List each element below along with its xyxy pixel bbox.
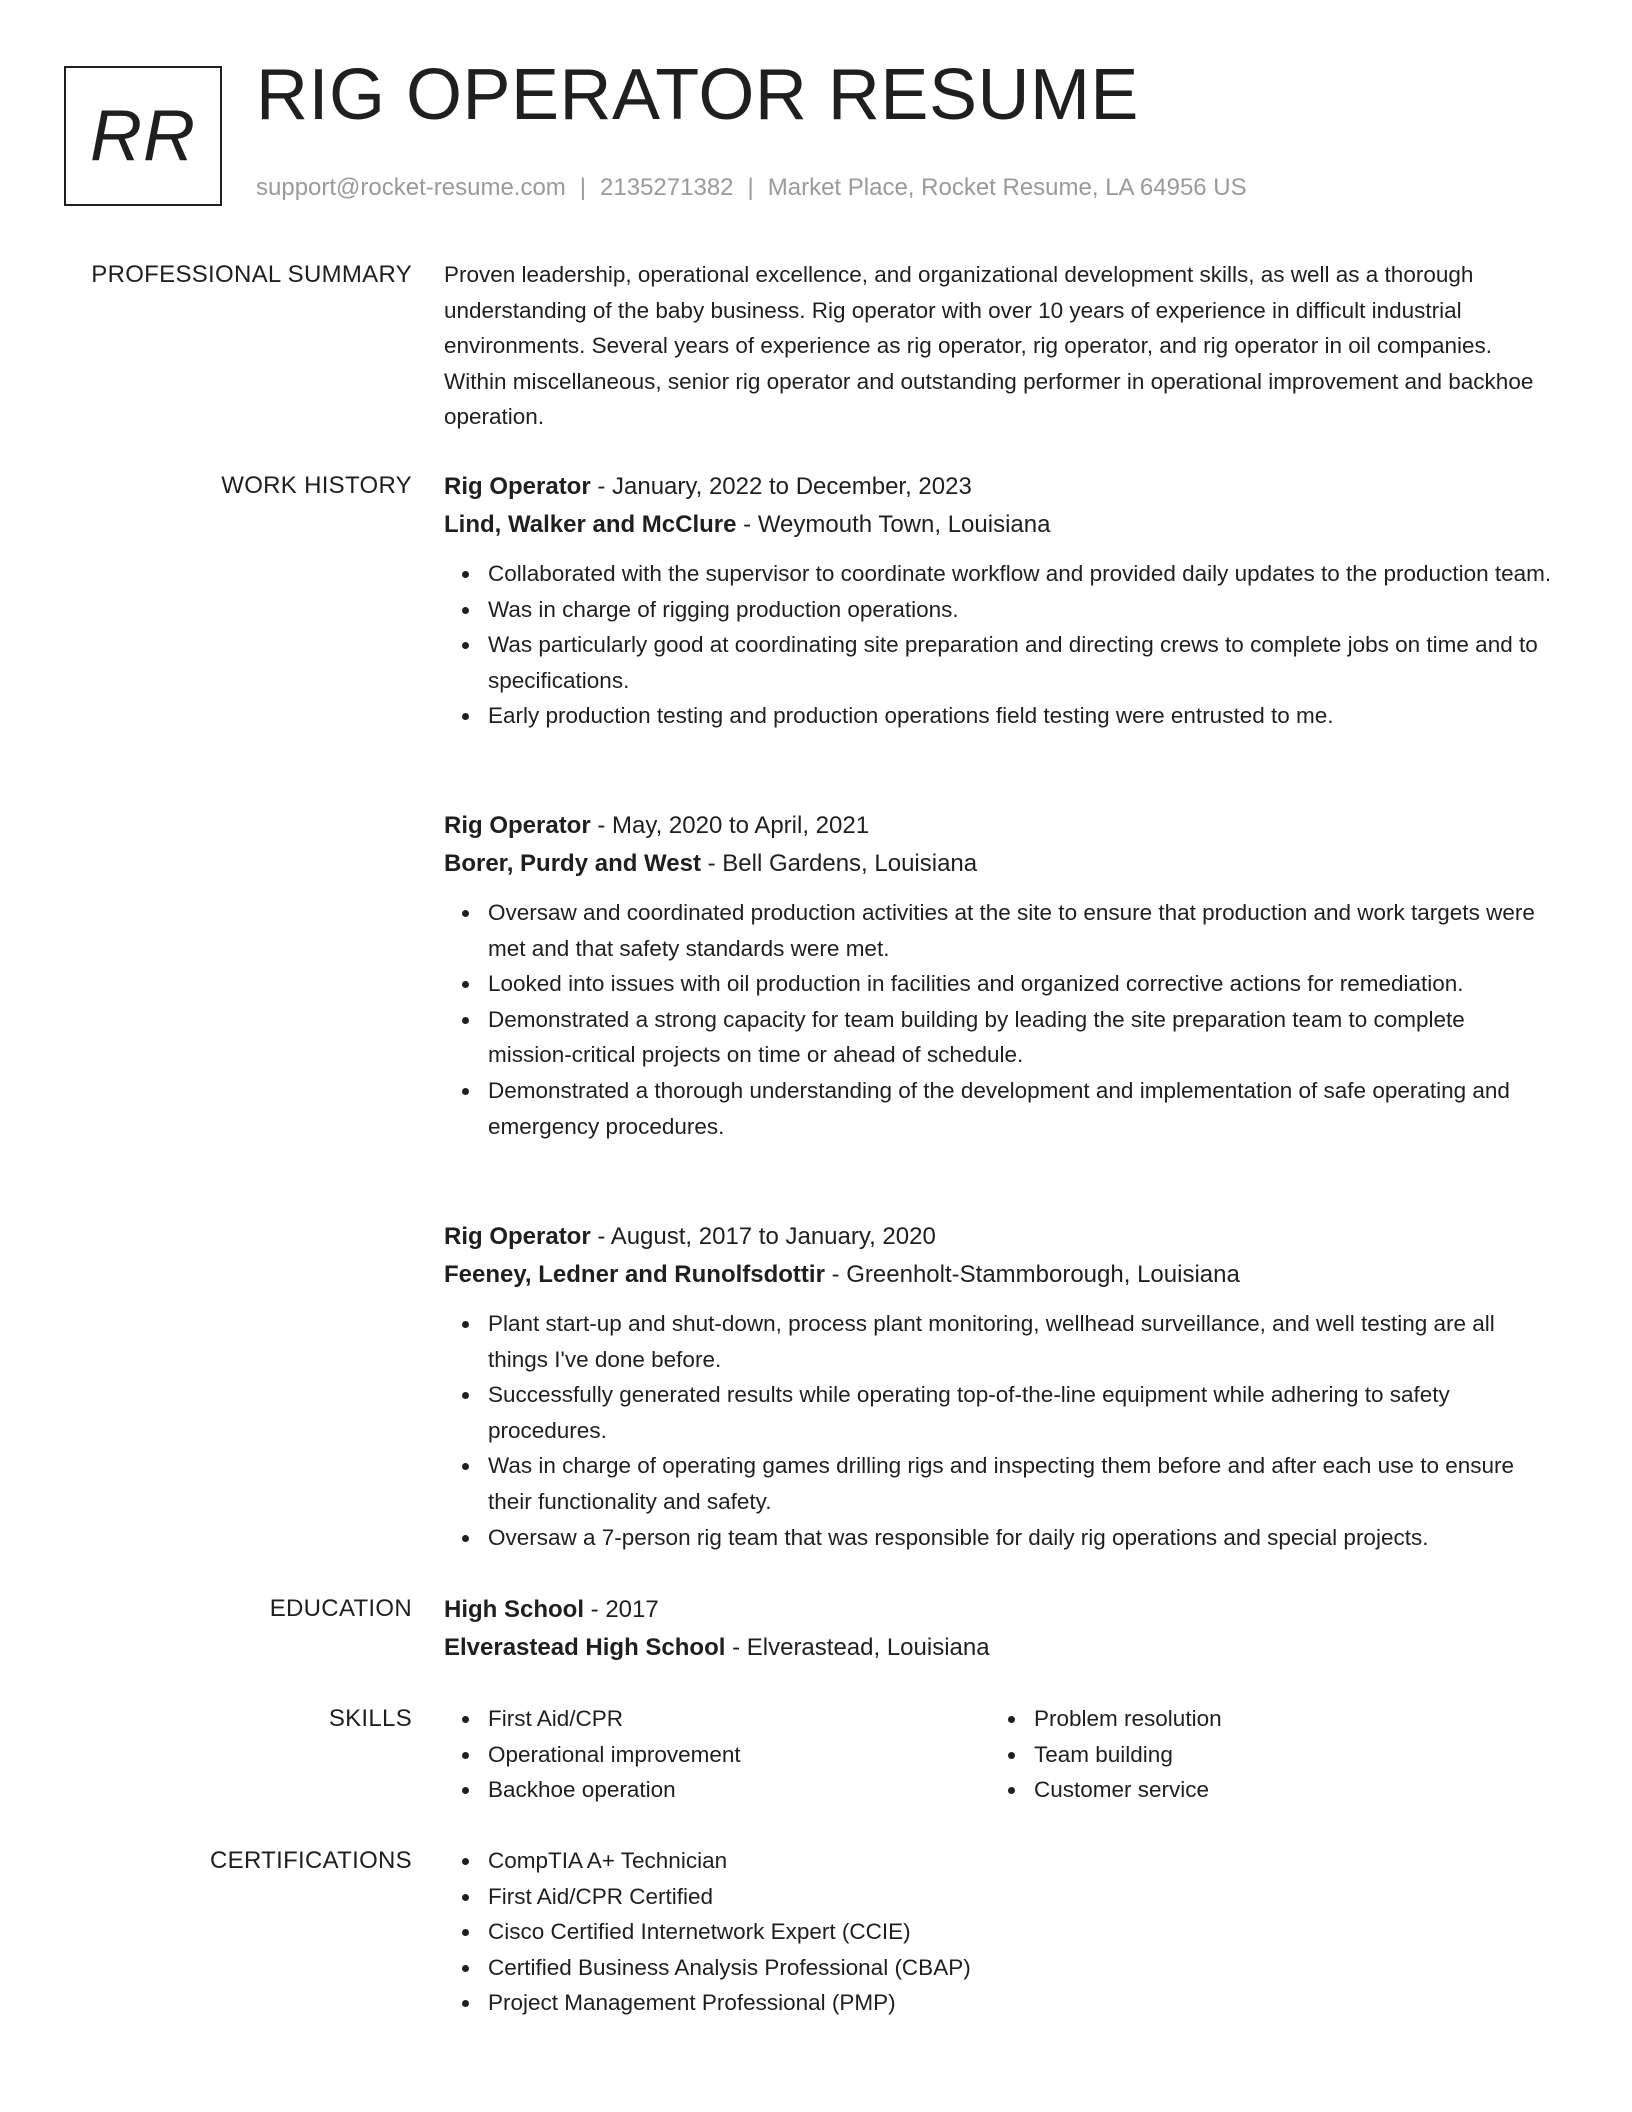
job-company: Borer, Purdy and West [444,850,701,877]
skills-grid [444,1701,1554,1808]
list-item: First Aid/CPR Certified [488,1879,1554,1915]
list-item: Collaborated with the supervisor to coordinate workflow and provided daily updates to the production team. [488,556,1554,592]
job-title: Rig Operator [444,812,591,839]
list-item: Was particularly good at coordinating site preparation and directing crews to complete jobs on time and to specifications. [488,627,1554,698]
certifications-list [444,1843,1554,2021]
skills-column-left [444,1701,990,1808]
monogram-logo [64,66,222,206]
contact-line [256,174,1247,202]
section-label: WORK HISTORY [221,472,412,499]
job-bullets [444,895,1554,1144]
job-title-line [444,468,1554,506]
job-entry [444,807,1554,1144]
job-location: - Weymouth Town, Louisiana [736,511,1051,538]
skills-list [444,1701,990,1808]
education-degree-line [444,1591,1554,1629]
list-item: Looked into issues with oil production in facilities and organized corrective actions for remediation. [488,966,1554,1002]
list-item: Project Management Professional (PMP) [488,1985,1554,2021]
education-school-line [444,1629,1554,1667]
summary-text: Proven leadership, operational excellence, and organizational development skills, as well as a thorough understanding of the baby business. Rig operator with over 10 years of experience in difficult industrial environments. Several years of experience as rig operator, rig operator, and rig operator in oil companies. Within miscellaneous, senior rig operator and outstanding performer in operational improvement and backhoe operation. [444,262,1534,430]
section-label: PROFESSIONAL SUMMARY [91,261,412,288]
list-item: Oversaw a 7-person rig team that was responsible for daily rig operations and special projects. [488,1520,1554,1556]
job-company: Lind, Walker and McClure [444,511,737,538]
list-item: Successfully generated results while operating top-of-the-line equipment while adhering to safety procedures. [488,1377,1554,1448]
job-company: Feeney, Ledner and Runolfsdottir [444,1261,825,1288]
list-item: Plant start-up and shut-down, process plant monitoring, wellhead surveillance, and well testing are all things I've done before. [488,1306,1554,1377]
skills-list [990,1701,1536,1808]
job-bullets [444,1306,1554,1555]
list-item: Oversaw and coordinated production activities at the site to ensure that production and work targets were met and that safety standards were met. [488,895,1554,966]
list-item: Certified Business Analysis Professional (CBAP) [488,1950,1554,1986]
job-title-line [444,807,1554,845]
list-item: Team building [1034,1737,1536,1773]
section-label: EDUCATION [269,1595,412,1622]
job-bullets [444,556,1554,734]
education-degree: High School [444,1596,584,1623]
job-title-line [444,1218,1554,1256]
contact-separator: | [747,174,754,201]
job-title: Rig Operator [444,473,591,500]
list-item: Demonstrated a strong capacity for team building by leading the site preparation team to complete mission-critical projects on time or ahead of schedule. [488,1002,1554,1073]
list-item: Demonstrated a thorough understanding of the development and implementation of safe operating and emergency procedures. [488,1073,1554,1144]
job-company-line [444,845,1554,883]
contact-phone[interactable]: 2135271382 [600,174,734,201]
list-item: Was in charge of rigging production operations. [488,592,1554,628]
list-item: Backhoe operation [488,1772,990,1808]
list-item: Cisco Certified Internetwork Expert (CCIE) [488,1914,1554,1950]
job-dates: - January, 2022 to December, 2023 [590,473,972,500]
job-entry [444,1218,1554,1555]
section-label: CERTIFICATIONS [210,1847,412,1874]
contact-separator: | [579,174,587,201]
monogram-initials: RR [90,96,196,176]
list-item: Operational improvement [488,1737,990,1773]
resume-title: RIG OPERATOR RESUME [256,55,1139,135]
job-dates: - August, 2017 to January, 2020 [590,1223,936,1250]
list-item: Problem resolution [1034,1701,1536,1737]
list-item: CompTIA A+ Technician [488,1843,1554,1879]
job-company-line [444,1256,1554,1294]
contact-address: Market Place, Rocket Resume, LA 64956 US [767,174,1247,201]
list-item: First Aid/CPR [488,1701,990,1737]
contact-email[interactable]: support@rocket-resume.com [256,174,566,201]
job-title: Rig Operator [444,1223,591,1250]
list-item: Customer service [1034,1772,1536,1808]
skills-column-right [990,1701,1536,1808]
job-location: - Greenholt-Stammborough, Louisiana [824,1261,1240,1288]
list-item: Early production testing and production operations field testing were entrusted to me. [488,698,1554,734]
list-item: Was in charge of operating games drilling rigs and inspecting them before and after each use to ensure their functionality and safety. [488,1448,1554,1519]
education-school: Elverastead High School [444,1634,726,1661]
job-company-line [444,506,1554,544]
job-entry [444,468,1554,734]
job-location: - Bell Gardens, Louisiana [700,850,978,877]
section-label: SKILLS [328,1705,412,1732]
job-dates: - May, 2020 to April, 2021 [590,812,870,839]
education-location: - Elverastead, Louisiana [725,1634,990,1661]
education-year: - 2017 [584,1596,659,1623]
